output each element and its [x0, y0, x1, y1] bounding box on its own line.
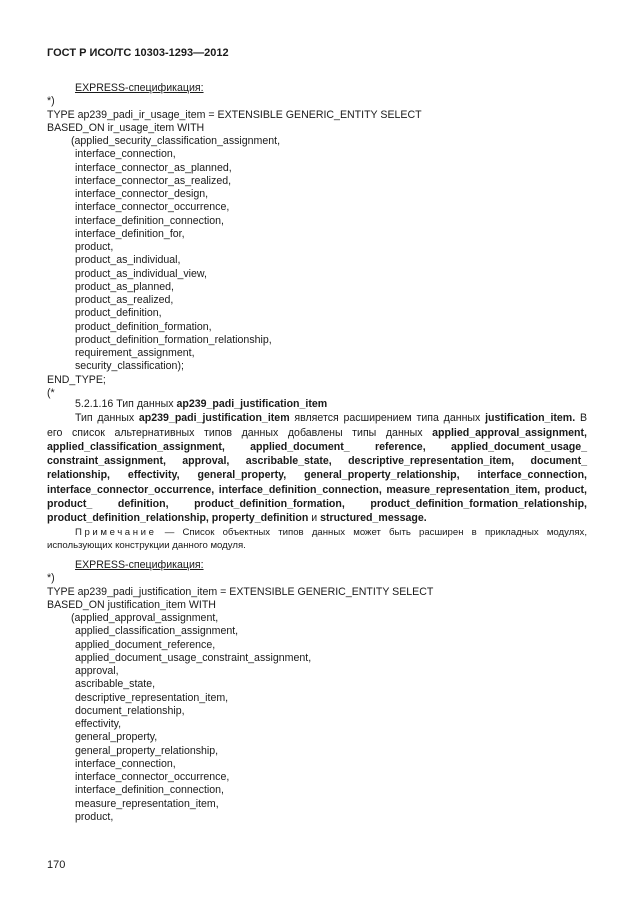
select-first-item: (applied_approval_assignment,: [71, 612, 219, 624]
select-item: applied_document_reference,: [75, 638, 216, 651]
select-item: product_as_planned,: [75, 280, 174, 293]
select-item: interface_connector_as_realized,: [75, 174, 232, 187]
select-item: security_classification);: [75, 360, 184, 373]
para-mid: является расширением типа данных: [289, 412, 486, 425]
type-declaration: TYPE ap239_padi_ir_usage_item = EXTENSIBLE GENERIC_ENTITY SELECT: [47, 108, 422, 121]
comment-open: (*: [47, 386, 55, 399]
select-item: interface_connector_as_planned,: [75, 161, 232, 174]
express-spec-label: EXPRESS-спецификация:: [75, 82, 204, 94]
select-item: interface_connector_design,: [75, 188, 209, 200]
comment-close: *): [47, 572, 55, 585]
select-item: ascribable_state,: [75, 678, 156, 691]
select-item-list: [47, 148, 587, 373]
select-item: applied_document_usage_constraint_assignment,: [75, 651, 312, 664]
based-on-line: BASED_ON ir_usage_item WITH: [47, 121, 205, 134]
note-label: Примечание: [75, 527, 157, 538]
comment-close: *): [47, 95, 55, 108]
express-block-justification: [47, 559, 587, 824]
section-heading: [47, 398, 587, 411]
select-item: general_property,: [75, 731, 158, 744]
document-header: ГОСТ Р ИСО/ТС 10303-1293—2012: [47, 47, 229, 59]
select-item: product_definition_formation_relationship,: [75, 333, 272, 346]
select-item: interface_connector_occurrence,: [75, 201, 230, 214]
select-item: general_property_relationship,: [75, 744, 219, 757]
select-item: applied_classification_assignment,: [75, 625, 239, 638]
select-first-item: (applied_security_classification_assignment,: [71, 135, 281, 147]
select-item: interface_definition_connection,: [75, 784, 225, 797]
para-type: ap239_padi_justification_item: [138, 412, 290, 425]
para-last-type: structured_message.: [320, 512, 427, 525]
para-intro: Тип данных: [75, 412, 139, 425]
select-item: effectivity,: [75, 718, 122, 730]
express-spec-label: EXPRESS-спецификация:: [75, 559, 204, 571]
para-text: В его список альтернативных типов данных добавлены типы данных: [47, 412, 588, 439]
section-heading-type: ap239_padi_justification_item: [176, 398, 328, 410]
express-block-ir-usage: [47, 82, 587, 400]
select-item: requirement_assignment,: [75, 347, 195, 359]
select-item: interface_connection,: [75, 757, 176, 770]
based-on-line: BASED_ON justification_item WITH: [47, 598, 216, 611]
select-item: product,: [75, 810, 114, 823]
type-declaration: TYPE ap239_padi_justification_item = EXTENSIBLE GENERIC_ENTITY SELECT: [47, 585, 434, 598]
para-and: и: [308, 512, 321, 525]
select-item: interface_connection,: [75, 148, 176, 161]
select-item: document_relationship,: [75, 704, 185, 717]
select-item: approval,: [75, 665, 119, 677]
select-item: product_as_realized,: [75, 294, 174, 306]
select-item: descriptive_representation_item,: [75, 691, 229, 704]
page-number: 170: [47, 859, 66, 871]
select-item: product_definition_formation,: [75, 320, 212, 333]
para-type-list: applied_approval_assignment, applied_classification_assignment, applied_document_ reference, applied_document_usage_ constraint_assignment, approval, ascribable_state, descriptive_representation_item, document_ relationship, effectivity, general_property, general_property_relationship, interface_connection, interface_connector_occurrence, interface_definition_connection, measure_representation_item, product, product_ definition, product_definition_formation, product_definition_formation_relationship, product_definition_relationship, property_definition: [47, 426, 587, 525]
select-item: product_as_individual_view,: [75, 267, 207, 280]
select-item: interface_connector_occurrence,: [75, 771, 230, 783]
section-5-2-1-16: [47, 398, 587, 526]
select-item: interface_definition_for,: [75, 227, 185, 240]
para-base-type: justification_item.: [485, 412, 576, 425]
select-item: product_definition,: [75, 307, 162, 320]
select-item: interface_definition_connection,: [75, 214, 225, 227]
section-heading-prefix: 5.2.1.16 Тип данных: [75, 398, 177, 410]
note-text: — Список объектных типов данных может быть расширен в прикладных модулях, использующих конструкции данного модуля.: [47, 527, 587, 551]
select-item: measure_representation_item,: [75, 797, 219, 810]
end-type: END_TYPE;: [47, 373, 106, 386]
select-item: product_as_individual,: [75, 254, 181, 267]
select-item: product,: [75, 241, 114, 253]
note: [47, 527, 587, 552]
section-paragraph: [47, 411, 587, 525]
select-item-list: [47, 625, 587, 824]
